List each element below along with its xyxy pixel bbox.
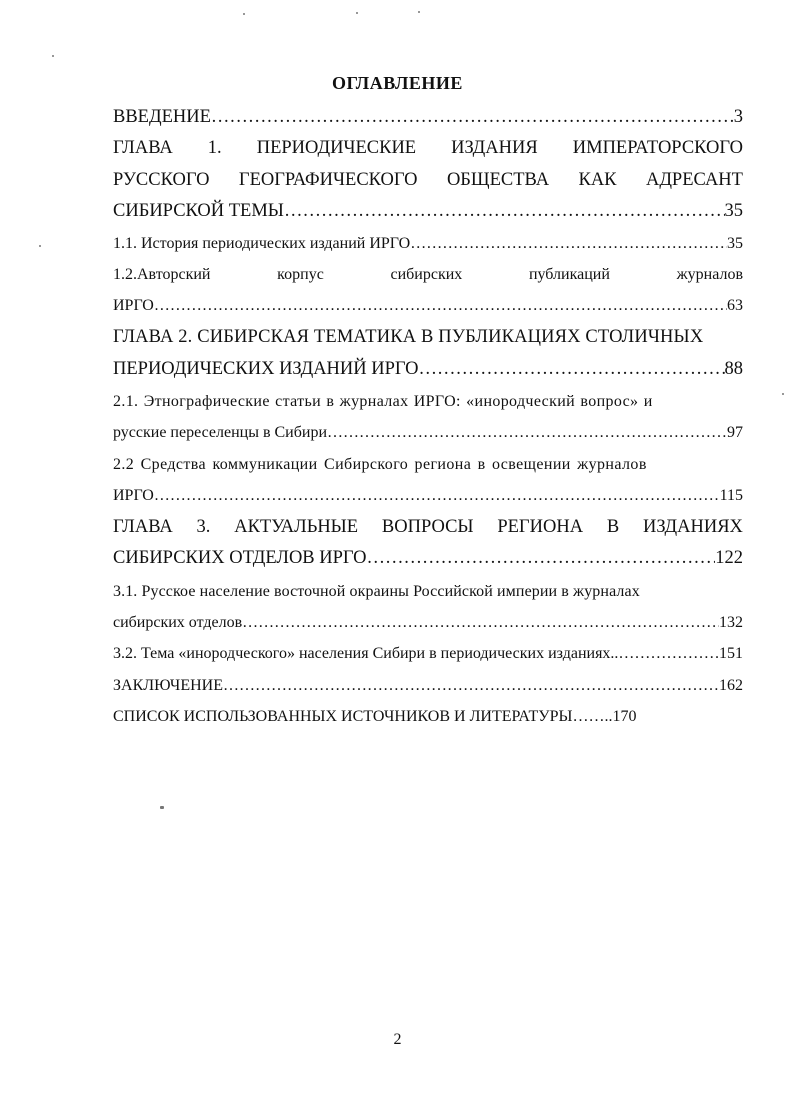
toc-section-2-2-line-2 [113,484,743,508]
toc-chapter-1-heading-line-1 [113,136,743,160]
toc-word: ИЗДАНИЯ [451,138,538,158]
toc-word: сибирских [390,266,463,283]
toc-entry-text: СИБИРСКИХ ОТДЕЛОВ ИРГО [113,548,367,568]
toc-word: журналов [676,266,743,283]
toc-entry-text: сибирских отделов [113,614,243,631]
toc-entry-page: 88 [724,359,743,379]
scan-speck [418,11,420,13]
toc-entry-page: 63 [727,297,743,314]
toc-word: ГЛАВА [113,138,173,158]
toc-chapter-1-heading-line-2 [113,168,743,192]
toc-entry-page: 115 [719,487,743,504]
toc-section-3-2 [113,642,743,666]
scan-speck [39,245,41,247]
toc-section-1-2-line-1 [113,263,743,287]
toc-section-1-1 [113,232,743,256]
dot-leader [154,294,727,318]
scan-speck [356,12,358,14]
toc-word: В [606,517,620,537]
toc-word: ГЛАВА [113,517,173,537]
toc-section-2-2-line-1: 2.2 Средства коммуникации Сибирского региона в освещении журналов [113,456,647,473]
dot-leader [327,421,727,445]
toc-word: ПЕРИОДИЧЕСКИЕ [256,138,417,158]
toc-word: РЕГИОНА [497,517,584,537]
toc-word: корпус [277,266,324,283]
dot-leader [223,674,719,698]
toc-entry-text: ИРГО [113,487,154,504]
toc-word: 3. [196,517,211,537]
toc-word: РУССКОГО [113,170,210,190]
toc-entry-page: 35 [727,235,743,252]
toc-word: публикаций [528,266,610,283]
toc-word: ОБЩЕСТВА [446,170,550,190]
toc-word: ИЗДАНИЯХ [643,517,743,537]
toc-entry-text: русские переселенцы в Сибири [113,424,328,441]
toc-word: ИМПЕРАТОРСКОГО [572,138,743,158]
page-number: 2 [393,1031,402,1048]
toc-chapter-1-heading-line-3 [113,199,743,223]
toc-word: АКТУАЛЬНЫЕ [234,517,359,537]
toc-entry-page: 132 [719,614,743,631]
toc-chapter-3-heading-line-2 [113,546,743,570]
toc-entry-text: ЗАКЛЮЧЕНИЕ [113,677,223,694]
toc-section-2-1-line-1: 2.1. Этнографические статьи в журналах ИРГО: «инородческий вопрос» и [113,393,653,410]
toc-entry-text: СПИСОК ИСПОЛЬЗОВАННЫХ ИСТОЧНИКОВ И ЛИТЕРАТУРЫ…….. [113,708,613,725]
toc-chapter-3-heading-line-1 [113,515,743,539]
dot-leader [618,642,719,666]
toc-entry-page: 3 [733,107,743,127]
toc-entry-bibliography [113,705,743,729]
toc-entry-text: СИБИРСКОЙ ТЕМЫ [113,201,284,221]
toc-entry-text: ИРГО [113,297,154,314]
scan-speck [52,55,54,57]
toc-entry-page: 162 [719,677,743,694]
toc-entry-page: 151 [719,645,743,662]
dot-leader [154,484,720,508]
toc-entry-text: ВВЕДЕНИЕ [113,107,211,127]
toc-title: ОГЛАВЛЕНИЕ [332,73,463,93]
toc-entry-introduction [113,105,743,129]
scan-speck [243,13,245,15]
toc-chapter-2-heading-line-2 [113,357,743,381]
toc-entry-page: 97 [727,424,743,441]
toc-section-1-2-line-2 [113,294,743,318]
toc-word: АДРЕСАНТ [645,170,743,190]
toc-section-3-1-line-2 [113,611,743,635]
toc-word: КАК [578,170,617,190]
scan-speck [160,806,164,809]
toc-word: ГЕОГРАФИЧЕСКОГО [238,170,418,190]
toc-chapter-2-heading-line-1: ГЛАВА 2. СИБИРСКАЯ ТЕМАТИКА В ПУБЛИКАЦИЯХ СТОЛИЧНЫХ [113,327,704,347]
dot-leader [367,546,716,570]
toc-entry-text: ПЕРИОДИЧЕСКИХ ИЗДАНИЙ ИРГО [113,359,419,379]
toc-entry-page: 170 [612,708,637,725]
dot-leader [211,105,734,129]
toc-section-2-1-line-2 [113,421,743,445]
dot-leader [419,357,725,381]
toc-word: 1.2.Авторский [113,266,211,283]
toc-entry-text: 3.2. Тема «инородческого» населения Сибири в периодических изданиях.. [113,645,619,662]
toc-entry-page: 122 [715,548,743,568]
toc-section-3-1-line-1: 3.1. Русское население восточной окраины Российской империи в журналах [113,583,640,600]
dot-leader [410,232,727,256]
toc-entry-conclusion [113,674,743,698]
toc-entry-page: 35 [724,201,743,221]
toc-word: ВОПРОСЫ [381,517,474,537]
toc-word: 1. [207,138,222,158]
dot-leader [242,611,719,635]
dot-leader [284,199,725,223]
scan-speck [782,393,784,395]
toc-entry-text: 1.1. История периодических изданий ИРГО [113,235,411,252]
